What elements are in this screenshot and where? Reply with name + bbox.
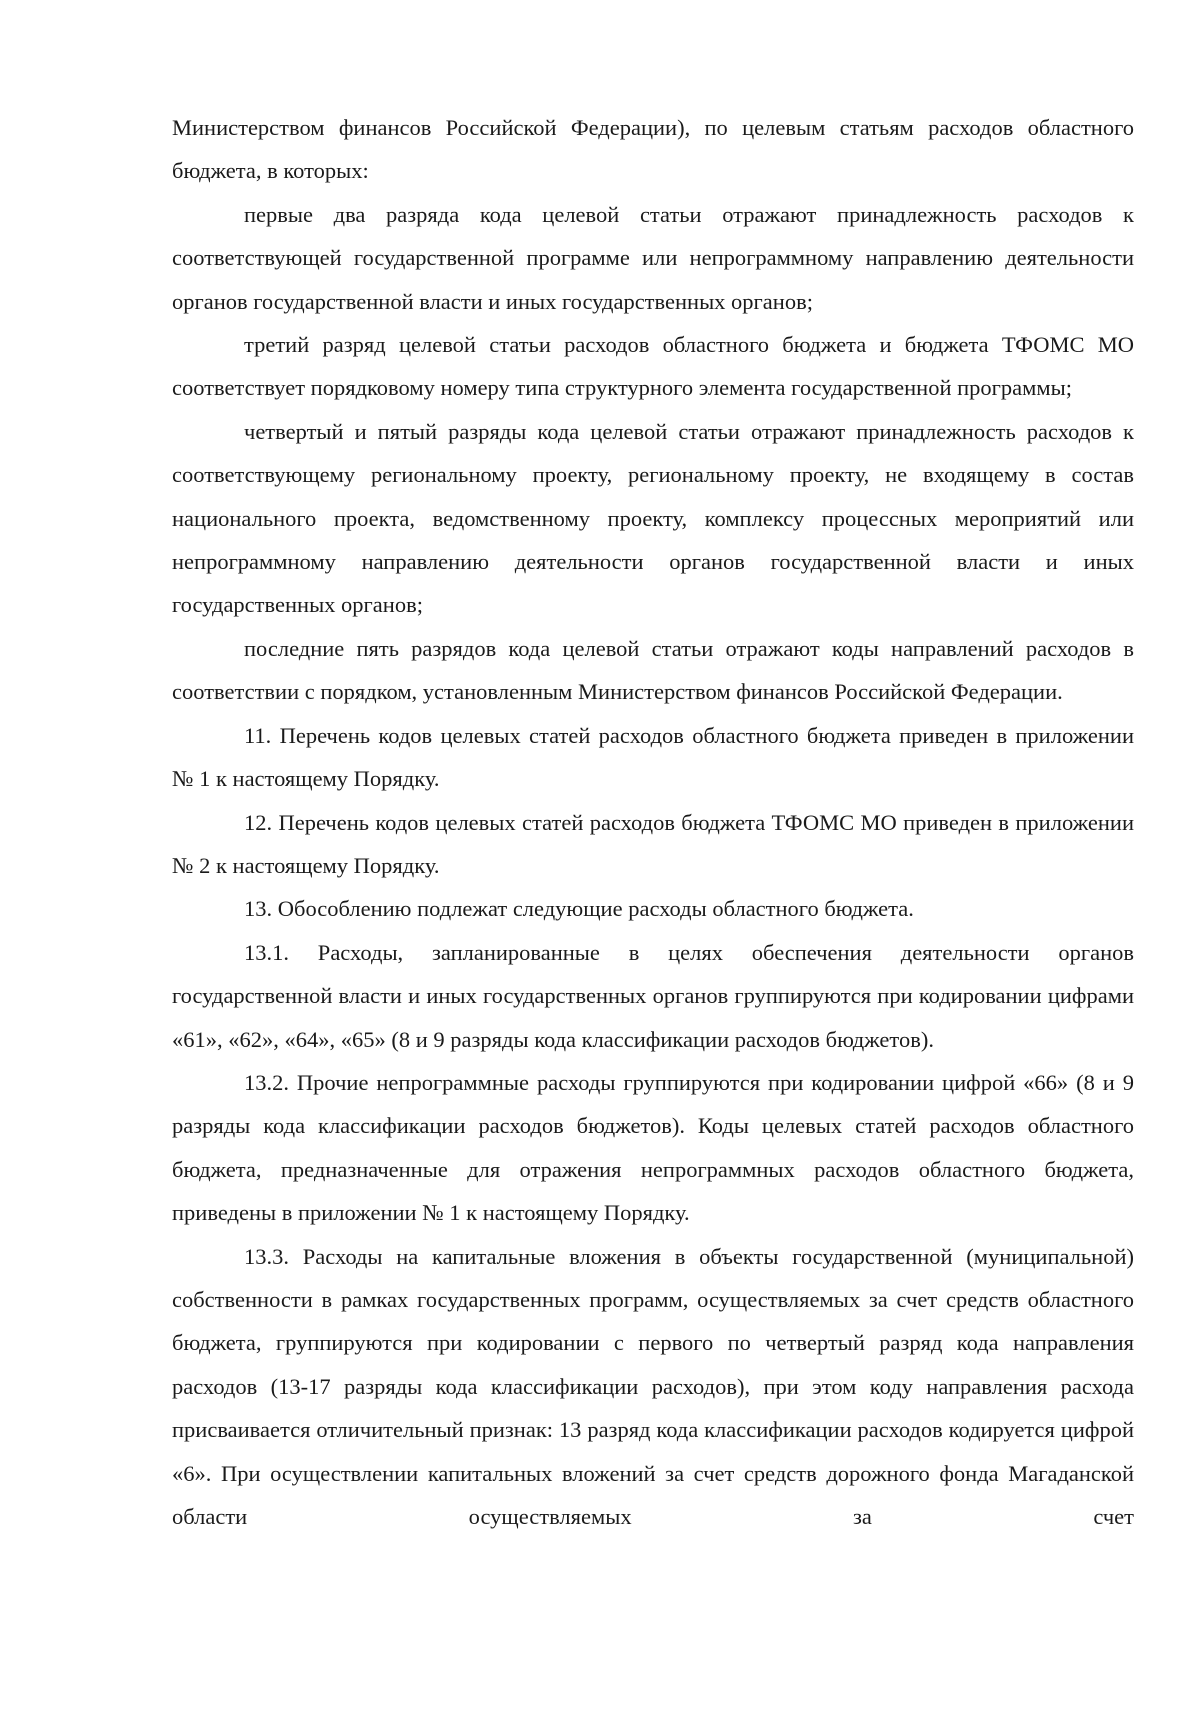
paragraph-continuation: Министерством финансов Российской Федерации), по целевым статьям расходов областного бюджета, в которых: [172,115,1134,184]
paragraph-item-13: 13. Обособлению подлежат следующие расходы областного бюджета. [244,896,914,922]
document-body [172,106,1134,1538]
paragraph-third-digit: третий разряд целевой статьи расходов областного бюджета и бюджета ТФОМС МО соответствует порядковому номеру типа структурного элемента государственной программы; [172,332,1134,401]
paragraph-item-13-2: 13.2. Прочие непрограммные расходы группируются при кодировании цифрой «66» (8 и 9 разряды кода классификации расходов бюджетов). Коды целевых статей расходов областного бюджета, предназначенные для отражения непрограммных расходов областного бюджета, приведены в приложении № 1 к настоящему Порядку. [172,1069,1134,1226]
paragraph-item-12: 12. Перечень кодов целевых статей расходов бюджета ТФОМС МО приведен в приложении № 2 к настоящему Порядку. [172,809,1134,878]
paragraph-first-digits: первые два разряда кода целевой статьи отражают принадлежность расходов к соответствующей государственной программе или непрограммному направлению деятельности органов государственной власти и иных государственных органов; [172,201,1134,314]
paragraph-item-13-3: 13.3. Расходы на капитальные вложения в объекты государственной (муниципальной) собственности в рамках государственных программ, осуществляемых за счет средств областного бюджета, группируются при кодировании с первого по четвертый разряд кода направления расходов (13-17 разряды кода классификации расходов), при этом коду направления расхода присваивается отличительный признак: 13 разряд кода классификации расходов кодируется цифрой «6». При осуществлении капитальных вложений за счет средств дорожного фонда Магаданской области осуществляемых за счет [172,1243,1134,1529]
paragraph-item-11: 11. Перечень кодов целевых статей расходов областного бюджета приведен в приложении № 1 к настоящему Порядку. [172,722,1134,792]
paragraph-fourth-fifth-digits: четвертый и пятый разряды кода целевой статьи отражают принадлежность расходов к соответствующему региональному проекту, региональному проекту, не входящему в состав национального проекта, ведомственному проекту, комплексу процессных мероприятий или непрограммному направлению деятельности органов государственной власти и иных государственных органов; [172,418,1134,618]
paragraph-last-five-digits: последние пять разрядов кода целевой статьи отражают коды направлений расходов в соответствии с порядком, установленным Министерством финансов Российской Федерации. [172,635,1134,705]
paragraph-item-13-1: 13.1. Расходы, запланированные в целях обеспечения деятельности органов государственной власти и иных государственных органов группируются при кодировании цифрами «61», «62», «64», «65» (8 и 9 разряды кода классификации расходов бюджетов). [172,939,1134,1052]
